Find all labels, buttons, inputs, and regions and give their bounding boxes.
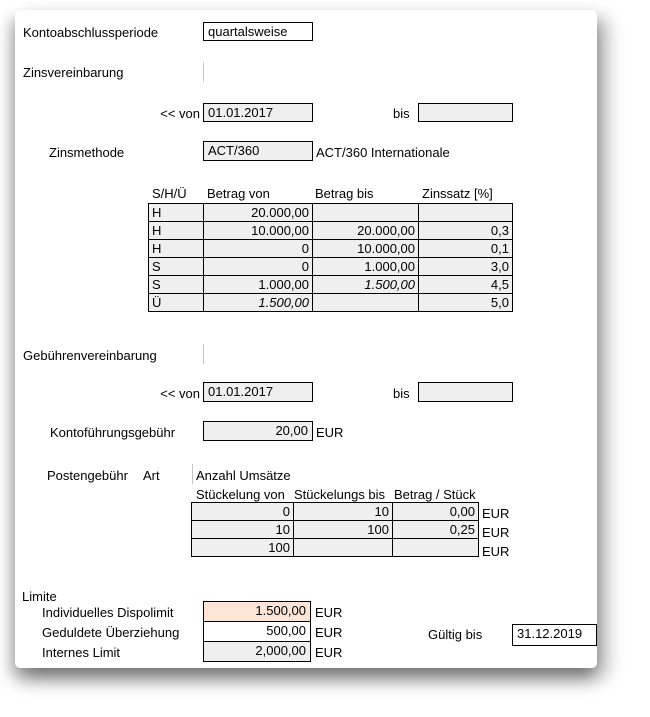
cell-shu[interactable]: Ü [149,294,204,312]
cell-betrag-bis[interactable]: 20.000,00 [313,222,419,240]
account-fee-field[interactable]: 20,00 [203,421,313,441]
table-row [149,276,513,294]
table-row [149,222,513,240]
internal-limit-field[interactable]: 2,000,00 [203,641,311,662]
form-card [15,10,597,668]
account-fee-label: Kontoführungsgebühr [50,425,176,440]
cell-betrag-bis[interactable] [313,294,419,312]
table-row [149,204,513,222]
table-row [149,240,513,258]
period-field[interactable]: quartalsweise [203,22,313,41]
item-fee-art-label: Art [143,468,160,483]
interest-section-label: Zinsvereinbarung [23,65,124,80]
item-fee-row-currency: EUR [482,506,510,521]
interest-table-header-shu: S/H/Ü [152,186,187,201]
fees-bis-label: bis [393,386,410,401]
table-row [149,258,513,276]
limits-section-label: Limite [22,589,57,604]
table-row [192,503,479,521]
cell-betrag-stueck[interactable]: 0,25 [393,521,479,539]
interest-von-field[interactable]: 01.01.2017 [203,103,313,122]
cell-shu[interactable]: H [149,240,204,258]
interest-table-header-zinssatz: Zinssatz [%] [422,186,493,201]
cell-stueckelung-von[interactable]: 0 [192,503,294,521]
item-fee-label: Postengebühr [47,468,128,483]
item-fee-divider [192,464,193,484]
cell-betrag-von[interactable]: 0 [204,258,313,276]
table-row [149,294,513,312]
item-fee-row-currency: EUR [482,525,510,540]
interest-bis-field[interactable] [418,103,513,122]
cell-zinssatz[interactable]: 4,5 [419,276,513,294]
cell-zinssatz[interactable] [419,204,513,222]
cell-betrag-von[interactable]: 1.500,00 [204,294,313,312]
cell-betrag-von[interactable]: 1.000,00 [204,276,313,294]
cell-betrag-bis[interactable]: 1.000,00 [313,258,419,276]
fees-von-label: << von [160,386,200,401]
dispo-limit-field[interactable]: 1.500,00 [203,601,311,622]
cell-betrag-von[interactable]: 0 [204,240,313,258]
cell-zinssatz[interactable]: 0,1 [419,240,513,258]
fees-section-divider [203,344,204,364]
tolerated-overdraft-label: Geduldete Überziehung [42,625,180,640]
item-fee-header-betrag: Betrag / Stück [394,487,476,502]
tolerated-overdraft-currency: EUR [315,625,343,640]
period-label: Kontoabschlussperiode [23,25,159,40]
cell-zinssatz[interactable]: 5,0 [419,294,513,312]
item-fee-row-currency: EUR [482,544,510,559]
cell-stueckelung-von[interactable]: 100 [192,539,294,557]
tolerated-overdraft-field[interactable]: 500,00 [203,621,311,642]
cell-betrag-bis[interactable]: 10.000,00 [313,240,419,258]
cell-stueckelung-bis[interactable] [294,539,393,557]
item-fee-header-von: Stückelung von [196,487,285,502]
fees-von-field[interactable]: 01.01.2017 [203,382,313,402]
cell-shu[interactable]: H [149,204,204,222]
cell-stueckelung-bis[interactable]: 10 [294,503,393,521]
cell-betrag-stueck[interactable] [393,539,479,557]
cell-shu[interactable]: S [149,258,204,276]
interest-von-label: << von [160,106,200,121]
cell-stueckelung-von[interactable]: 10 [192,521,294,539]
cell-betrag-bis[interactable]: 1.500,00 [313,276,419,294]
interest-method-label: Zinsmethode [49,145,125,160]
item-fee-art-value[interactable]: Anzahl Umsätze [196,468,291,483]
cell-betrag-von[interactable]: 20.000,00 [204,204,313,222]
interest-method-field[interactable]: ACT/360 [203,141,313,161]
valid-until-label: Gültig bis [428,627,483,642]
fees-section-label: Gebührenvereinbarung [23,348,157,363]
internal-limit-currency: EUR [315,645,343,660]
cell-shu[interactable]: H [149,222,204,240]
item-fee-table [191,502,479,557]
table-row [192,539,479,557]
internal-limit-label: Internes Limit [42,645,121,660]
table-row [192,521,479,539]
interest-table-header-bis: Betrag bis [315,186,374,201]
cell-stueckelung-bis[interactable]: 100 [294,521,393,539]
dispo-limit-label: Individuelles Dispolimit [42,605,174,620]
cell-betrag-bis[interactable] [313,204,419,222]
interest-method-description: ACT/360 Internationale [316,145,450,160]
fees-bis-field[interactable] [418,382,513,402]
dispo-limit-currency: EUR [315,605,343,620]
interest-bis-label: bis [393,106,410,121]
interest-table-header-von: Betrag von [207,186,270,201]
cell-zinssatz[interactable]: 0,3 [419,222,513,240]
interest-tier-table [148,203,513,312]
cell-betrag-stueck[interactable]: 0,00 [393,503,479,521]
item-fee-header-bis: Stückelungs bis [294,487,386,502]
cell-betrag-von[interactable]: 10.000,00 [204,222,313,240]
valid-until-field[interactable]: 31.12.2019 [512,624,597,646]
interest-section-divider [203,62,204,82]
cell-shu[interactable]: S [149,276,204,294]
cell-zinssatz[interactable]: 3,0 [419,258,513,276]
account-fee-currency: EUR [316,425,344,440]
